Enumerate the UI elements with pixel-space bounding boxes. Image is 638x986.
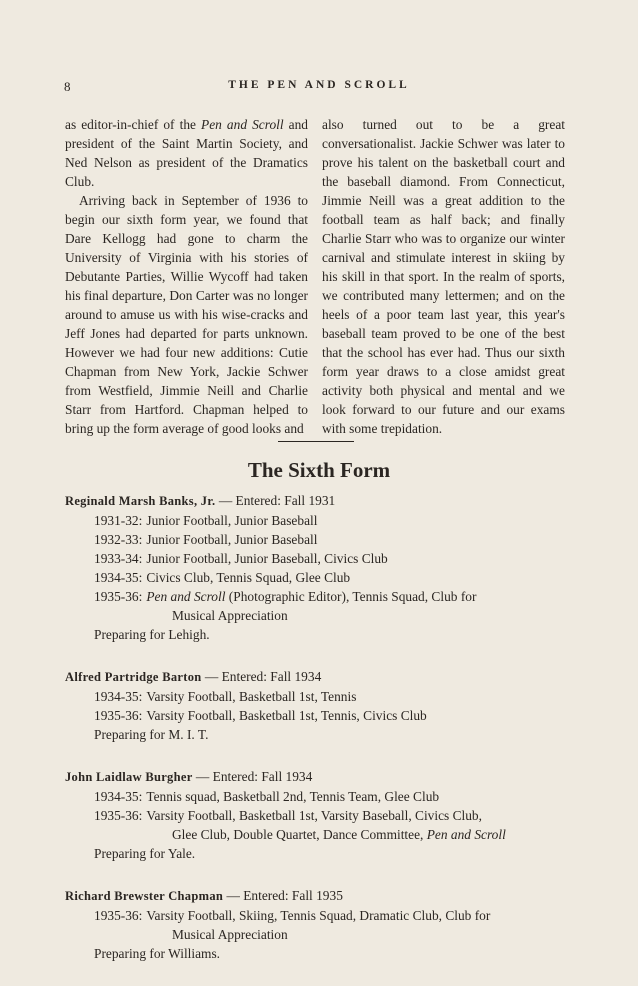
student-entry [65, 767, 565, 863]
preparing-note: Preparing for M. I. T. [94, 727, 209, 742]
paragraph: as editor-in-chief of the Pen and Scroll and president of the Saint Martin Society, and Ned Nelson as president of the Dramatics Club. [65, 117, 308, 189]
paragraph: also turned out to be a great conversationalist. Jackie Schwer was later to prove his talent on the basketball court and the baseball diamond. From Connecticut, Jimmie Neill was a great addition to the football team as half back; and finally Charlie Starr who was to organize our winter carnival and stimulate interest in skiing by his skill in that sport. In the realm of sports, we contributed many lettermen; and on the heels of a poor team last year, this year's baseball team proved to be one of the best that the school has ever had. Thus our sixth form year draws to a close amidst great activity both physical and mental and we look forward to our future and our exams with some trepidation. [322, 117, 565, 436]
student-entry [65, 491, 565, 644]
activity-line: 1932-33: Junior Football, Junior Baseball [94, 532, 318, 547]
preparing-note: Preparing for Williams. [94, 946, 221, 961]
page-header [0, 79, 638, 99]
activity-continuation: Musical Appreciation [172, 927, 288, 942]
activity-continuation: Glee Club, Double Quartet, Dance Committee, Pen and Scroll [172, 827, 506, 842]
student-entries [65, 491, 565, 986]
activity-line: 1935-36: Pen and Scroll (Photographic Editor), Tennis Squad, Club for [94, 589, 477, 604]
entered-date: — Entered: Fall 1934 [201, 669, 322, 684]
activity-line: 1934-35: Civics Club, Tennis Squad, Glee Club [94, 570, 351, 585]
activity-line: 1933-34: Junior Football, Junior Baseball, Civics Club [94, 551, 388, 566]
student-name: Alfred Partridge Barton [65, 670, 202, 684]
two-column-text [65, 115, 565, 435]
preparing-note: Preparing for Lehigh. [94, 627, 210, 642]
student-name: Reginald Marsh Banks, Jr. [65, 494, 216, 508]
activity-line: 1931-32: Junior Football, Junior Baseball [94, 513, 318, 528]
entered-date: — Entered: Fall 1931 [215, 493, 336, 508]
activity-line: 1934-35: Tennis squad, Basketball 2nd, Tennis Team, Glee Club [94, 789, 440, 804]
entered-date: — Entered: Fall 1935 [223, 888, 343, 903]
section-title: The Sixth Form [247, 458, 391, 482]
right-column [322, 115, 565, 438]
paragraph: Arriving back in September of 1936 to begin our sixth form year, we found that Dare Kellogg had gone to charm the University of Virginia with his stories of Debutante Parties, Willie Wycoff had taken his final departure, Don Carter was no longer around to amuse us with his wise-cracks and Jeff Jones had departed for parts unknown. However we had four new additions: Cutie Chapman from New York, Jackie Schwer from Westfield, Jimmie Neill and Charlie Starr from Hartford. Chapman helped to bring up the form average of good looks and [65, 193, 308, 436]
activity-line: 1934-35: Varsity Football, Basketball 1st, Tennis [94, 689, 357, 704]
activity-continuation: Musical Appreciation [172, 608, 288, 623]
left-column [65, 115, 308, 438]
section-divider [278, 441, 354, 442]
running-head: THE PEN AND SCROLL [228, 79, 410, 91]
page-number: 8 [64, 79, 71, 94]
entered-date: — Entered: Fall 1934 [192, 769, 313, 784]
student-name: John Laidlaw Burgher [65, 770, 193, 784]
activity-line: 1935-36: Varsity Football, Basketball 1st, Tennis, Civics Club [94, 708, 427, 723]
student-entry [65, 667, 565, 744]
activity-line: 1935-36: Varsity Football, Basketball 1st, Varsity Baseball, Civics Club, [94, 808, 482, 823]
student-name: Richard Brewster Chapman [65, 889, 224, 903]
preparing-note: Preparing for Yale. [94, 846, 196, 861]
activity-line: 1935-36: Varsity Football, Skiing, Tennis Squad, Dramatic Club, Club for [94, 908, 491, 923]
student-entry [65, 886, 565, 963]
